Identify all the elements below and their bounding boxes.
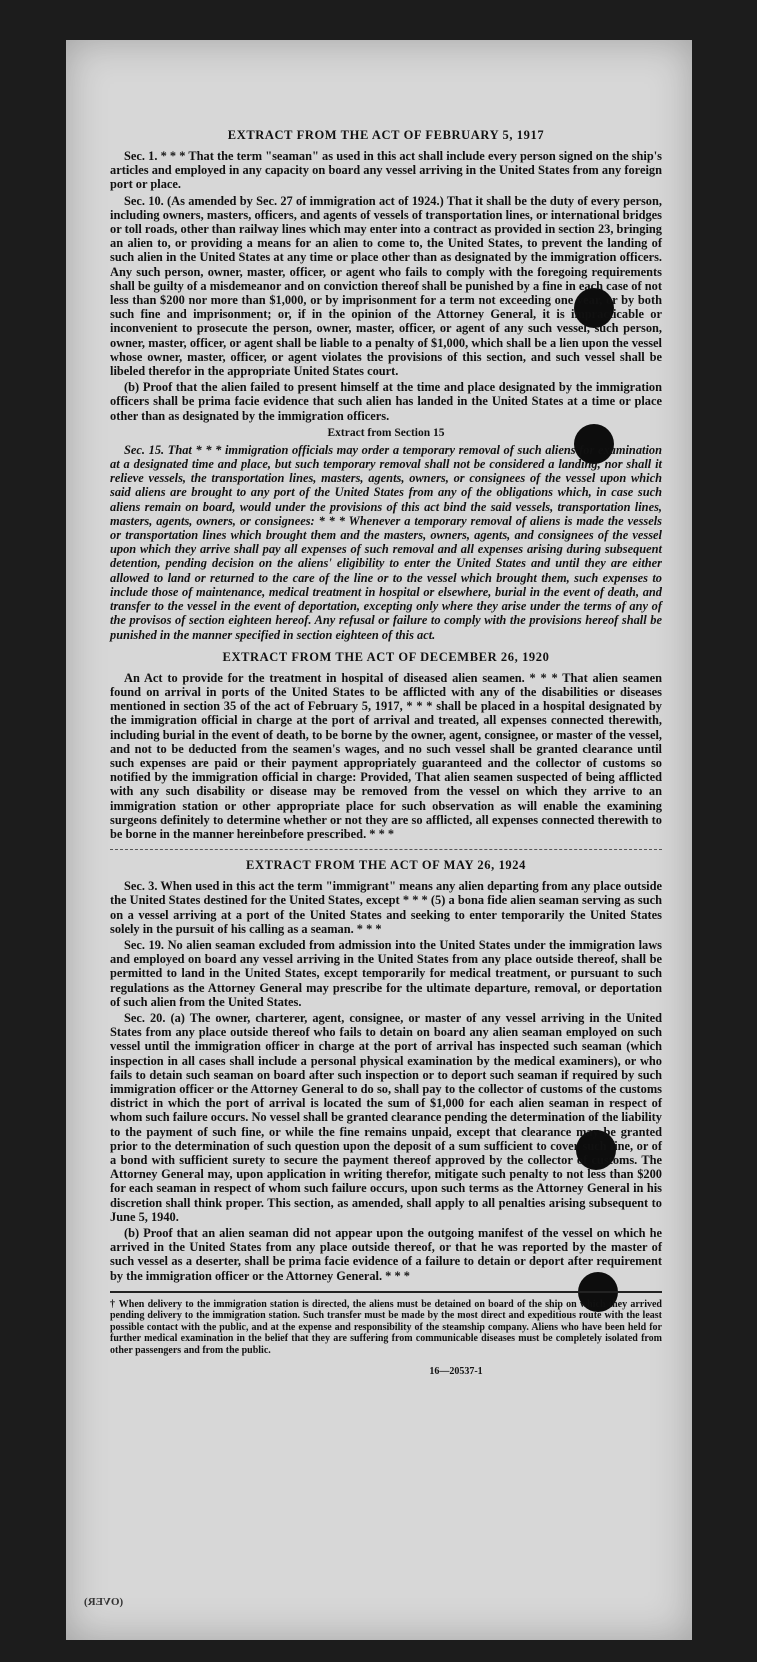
subheading-section-15: Extract from Section 15 [327, 426, 445, 439]
heading-act-1920: EXTRACT FROM THE ACT OF DECEMBER 26, 1920 [222, 649, 550, 664]
section-10b-paragraph: (b) Proof that the alien failed to present himself at the time and place designated by the immigration officers shall be prima facie evidence that such alien has landed in the United States at a time or place other than as designated by the immigration officers. [110, 380, 662, 423]
divider [110, 849, 662, 850]
form-number: 16—20537-1 [429, 1366, 483, 1378]
section-20b-paragraph: (b) Proof that an alien seaman did not appear upon the outgoing manifest of the vessel on which he arrived in the United States from any place outside thereof, or that he was reported by the master of such vessel as a deserter, shall be prima facie evidence of a failure to detain or deport after requirement by the immigration officer or the Attorney General. * * * [110, 1226, 662, 1283]
footnote-divider [110, 1291, 662, 1293]
section-19-paragraph: Sec. 19. No alien seaman excluded from admission into the United States under the immigration laws and employed on board any vessel arriving in the United States from any place outside thereof, shall be permitted to land in the United States, except temporarily for medical treatment, or pursuant to such regulations as the Attorney General may prescribe for the ultimate departure, removal, or deportation of such alien from the United States. [110, 937, 662, 1009]
document-body [110, 128, 662, 1377]
section-1-paragraph: Sec. 1. * * * That the term "seaman" as used in this act shall include every person signed on the ship's articles and employed in any capacity on board any vessel arriving in the United States from any foreign port or place. [110, 149, 662, 192]
section-10-paragraph: Sec. 10. (As amended by Sec. 27 of immigration act of 1924.) That it shall be the duty of every person, including owners, masters, officers, and agents of vessels of transportation lines, or international bridges or toll roads, other than railway lines which may enter into a contract as provided in section 23, bringing an alien to, or providing a means for an alien to come to, the United States, to prevent the landing of such alien in the United States at any time or place other than as designated by the immigration officers. Any such person, owner, master, officer, or agent who fails to comply with the foregoing requirements shall be guilty of a misdemeanor and on conviction thereof shall be punished by a fine in each case of not less than $200 nor more than $1,000, or by imprisonment for a term not exceeding one year, or by both such fine and imprisonment; or, if in the opinion of the Attorney General, it is impracticable or inconvenient to prosecute the person, owner, master, officer, or agent of any such vessel, such person, owner, master, officer, or agent shall be liable to a penalty of $1,000, which shall be a lien upon the vessel whose owner, master, officer, or agent violates the provisions of this section, and such vessel shall be libeled therefor in the appropriate United States court. [110, 193, 662, 379]
section-15-paragraph: Sec. 15. That * * * immigration officials may order a temporary removal of such aliens for examination at a designated time and place, but such temporary removal shall not be considered a landing, nor shall it relieve vessels, the transportation lines, masters, agents, owners, or consignees of the vessel upon which said aliens are brought to any port of the United States from any of the obligations which, in case such aliens remain on board, would under the provisions of this act bind the said vessels, transportation lines, masters, agents, owners, or consignees: * * * Whenever a temporary removal of aliens is made the vessels or transportation lines which brought them and the masters, owners, agents, and consignees of the vessel upon which they arrive shall pay all expenses of such removal and all expenses arising during subsequent detention, pending decision on the aliens' eligibility to enter the United States and until they are either allowed to land or returned to the care of the line or to the vessel which brought them, such expenses to include those of maintenance, medical treatment in hospital or elsewhere, burial in the event of death, and transfer to the vessel in the event of deportation, excepting only where they arise under the terms of any of the provisos of section eighteen hereof. Any refusal or failure to comply with the provisions hereof shall be punished in the manner specified in section eighteen of this act. [110, 442, 662, 642]
heading-act-1917: EXTRACT FROM THE ACT OF FEBRUARY 5, 1917 [227, 128, 545, 142]
footnote: † When delivery to the immigration station is directed, the aliens must be detained on board of the ship on which they arrived pending delivery to the immigration station. Such transfer must be made by the most direct and expeditious route with the least possible contact with the public, and at the expense and responsibility of the steamship company. Aliens who have been held for further medical examination in the belief that they are suffering from communicable diseases must be completely isolated from other passengers and from the public. [110, 1298, 662, 1356]
heading-act-1924: EXTRACT FROM THE ACT OF MAY 26, 1924 [246, 858, 526, 873]
act-1920-paragraph: An Act to provide for the treatment in hospital of diseased alien seamen. * * * That alien seamen found on arrival in ports of the United States to be afflicted with any of the disabilities or diseases mentioned in section 35 of the act of February 5, 1917, * * * shall be placed in a hospital designated by the immigration official in charge at the port of arrival and treated, all expenses connected therewith, including burial in the event of death, to be borne by the owner, agent, consignee, or master of the vessel, and not to be deducted from the seamen's wages, and no such vessel shall be granted clearance until such expenses are paid or their payment appropriately guaranteed and the collector of customs so notified by the immigration official in charge: Provided, That alien seamen suspected of being afflicted with any such disability or disease may be removed from the vessel on which they arrive to an immigration station or other appropriate place for such observation as will enable the examining surgeons definitely to determine whether or not they are so afflicted, all expenses connected therewith to be borne in the manner hereinbefore prescribed. * * * [110, 670, 662, 841]
over-label: (OVER) [84, 1596, 124, 1608]
section-20a-paragraph: Sec. 20. (a) The owner, charterer, agent, consignee, or master of any vessel arriving in the United States from any place outside thereof who fails to detain on board any alien seaman employed on such vessel until the immigration officer in charge at the port of arrival has inspected such seaman (which inspection in all cases shall include a personal physical examination by the medical examiners), or who fails to detain such seaman on board after such inspection or to deport such seaman if required by such immigration officer or the Attorney General to do so, shall pay to the collector of customs of the customs district in which the port of arrival is located the sum of $1,000 for each alien seaman in respect of whom such failure occurs. No vessel shall be granted clearance pending the determination of the liability to the payment of such fine, or while the fine remains unpaid, except that clearance may be granted prior to the determination of such question upon the deposit of a sum sufficient to cover such fine, or of a bond with sufficient surety to secure the payment thereof approved by the collector of customs. The Attorney General may, upon application in writing therefor, mitigate such penalty to not less than $200 for each seaman in respect of whom such failure occurs, upon such terms as the Attorney General in his discretion shall think proper. This section, as amended, shall apply to all penalties arising subsequent to June 5, 1940. [110, 1010, 662, 1224]
section-3-paragraph: Sec. 3. When used in this act the term "immigrant" means any alien departing from any place outside the United States destined for the United States, except * * * (5) a bona fide alien seaman serving as such on a vessel arriving at a port of the United States and seeking to enter temporarily the United States solely in the pursuit of his calling as a seaman. * * * [110, 879, 662, 936]
document-page [66, 40, 692, 1640]
